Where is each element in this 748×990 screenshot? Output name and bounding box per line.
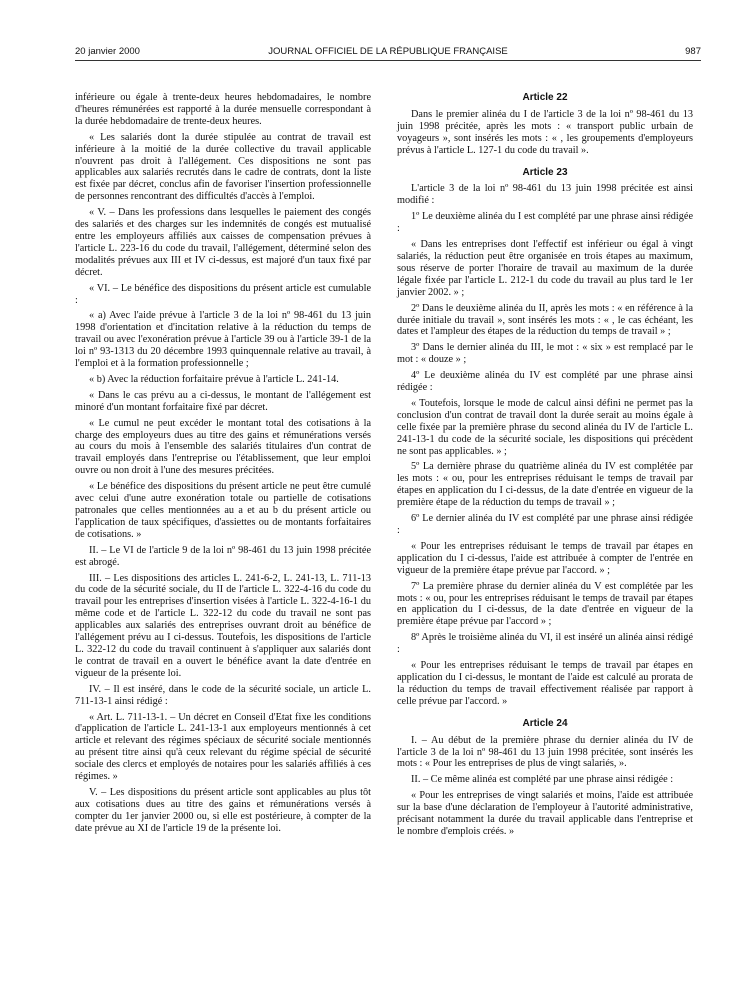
paragraph: 3º Dans le dernier alinéa du III, le mot : « six » est remplacé par le mot : « douze » ; — [397, 342, 693, 366]
paragraph: IV. – Il est inséré, dans le code de la sécurité sociale, un article L. 711-13-1 ainsi rédigé : — [75, 683, 371, 707]
paragraph: « Pour les entreprises réduisant le temps de travail par étapes en application du I ci-dessus, le montant de l'aide est calculé au prorata de la réduction du temps de travail effectivement réalisée par rapport à celle prévue par l'accord. » — [397, 660, 693, 707]
paragraph: « Pour les entreprises de vingt salariés et moins, l'aide est attribuée sur la base d'une déclaration de l'employeur à l'autorité administrative, précisant notamment la durée du travail applicable dans l'entreprise et le nombre d'emplois créés. » — [397, 790, 693, 837]
page-number: 987 — [685, 46, 701, 57]
paragraph: 8º Après le troisième alinéa du VI, il est inséré un alinéa ainsi rédigé : — [397, 632, 693, 656]
paragraph: 7º La première phrase du dernier alinéa du V est complétée par les mots : « ou, pour les entreprises réduisant le temps de travail par étapes en application du I ci-dessus, de la date d'entrée en vigueur de la première étape prévue par l'accord » ; — [397, 580, 693, 628]
paragraph: V. – Les dispositions du présent article sont applicables au plus tôt aux cotisations dues au titre des gains et rémunérations versés à compter du 1er janvier 2000 ou, si elle est postérieure, à compter de la date prévue au XI de l'article 19 de la présente loi. — [75, 786, 371, 834]
paragraph: L'article 3 de la loi nº 98-461 du 13 juin 1998 précitée est ainsi modifié : — [397, 183, 693, 207]
paragraph: « a) Avec l'aide prévue à l'article 3 de la loi nº 98-461 du 13 juin 1998 d'orientation et d'incitation relative à la réduction du temps de travail ou avec l'exonération prévue à l'article 39 ou à l'article 39-1 de la loi nº 93-1313 du 20 décembre 1993 quinquennale relative au travail, à l'emploi et à la formation professionnelle ; — [75, 310, 371, 370]
header-rule — [75, 60, 701, 61]
paragraph: 5º La dernière phrase du quatrième alinéa du IV est complétée par les mots : « ou, pour les entreprises réduisant le temps de travail par étapes en application du I ci-dessus, de la date d'entrée en vigueur de la première étape de la réduction du temps de travail » ; — [397, 461, 693, 509]
left-column — [75, 92, 371, 839]
issue-date: 20 janvier 2000 — [75, 46, 140, 57]
paragraph: inférieure ou égale à trente-deux heures hebdomadaires, le nombre d'heures rémunérées est rapporté à la durée mensuelle correspondant à la durée hebdomadaire de trente-deux heures. — [75, 92, 371, 127]
paragraph: « Le bénéfice des dispositions du présent article ne peut être cumulé avec celui d'une autre exonération totale ou partielle de cotisations patronales que celles mentionnées au a et au b du présent article ou l'application de taux spécifiques, d'assiettes ou de montants forfaitaires de cotisations. » — [75, 481, 371, 540]
paragraph: 4º Le deuxième alinéa du IV est complété par une phrase ainsi rédigée : — [397, 370, 693, 394]
article-22-heading: Article 22 — [522, 92, 568, 103]
paragraph: I. – Au début de la première phrase du dernier alinéa du IV de l'article 3 de la loi nº 98-461 du 13 juin 1998 précitée, sont insérés les mots : « Pour les entreprises de plus de vingt salariés, ». — [397, 734, 693, 770]
paragraph: II. – Le VI de l'article 9 de la loi nº 98-461 du 13 juin 1998 précitée est abrogé. — [75, 544, 371, 568]
paragraph: « b) Avec la réduction forfaitaire prévue à l'article L. 241-14. — [89, 373, 339, 385]
paragraph: 2º Dans le deuxième alinéa du II, après les mots : « en référence à la durée initiale du travail », sont insérés les mots : « , le cas échéant, les dates et l'ampleur des étapes de la réduction du temps de travail » ; — [397, 302, 693, 338]
paragraph: « Pour les entreprises réduisant le temps de travail par étapes en application du I ci-dessus, l'aide est attribuée à compter de l'entrée en vigueur de la première étape prévue par l'accord. » ; — [397, 540, 693, 576]
article-23-heading: Article 23 — [522, 166, 568, 178]
paragraph: « Les salariés dont la durée stipulée au contrat de travail est inférieure à la moitié de la durée collective du travail applicable n'ouvrent pas droit à l'allégement. Ces dispositions ne sont pas applicables aux salariés recrutés dans le cadre de contrats, dont la liste est fixée par décret, conclus afin de favoriser l'insertion professionnelle de personnes rencontrant des difficultés d'accès à l'emploi. — [75, 131, 371, 203]
paragraph: « Toutefois, lorsque le mode de calcul ainsi défini ne permet pas la conclusion d'un contrat de travail dont la durée serait au moins égale à celle fixée par la première phrase du second alinéa du IV de l'article L. 241-13-1 du code de la sécurité sociale, les dispositions qui précèdent ne sont pas applicables. » ; — [397, 397, 693, 457]
paragraph: « V. – Dans les professions dans lesquelles le paiement des congés des salariés et des charges sur les indemnités de congés est mutualisé entre les employeurs affiliés aux caisses de compensation prévues à l'article L. 223-16 du code du travail, l'allégement, déterminé selon des modalités prévues aux III et IV ci-dessus, est majoré d'un taux fixé par décret. — [75, 207, 371, 278]
paragraph: « Le cumul ne peut excéder le montant total des cotisations à la charge des employeurs dues au titre des gains et rémunérations versés au cours du mois à l'ensemble des salariés titulaires d'un contrat de travail employés dans l'entreprise ou l'établissement, que leur emploi ouvre ou non droit à l'une des mesures précitées. — [75, 417, 371, 477]
paragraph: « VI. – Le bénéfice des dispositions du présent article est cumulable : — [75, 282, 371, 306]
paragraph: Dans le premier alinéa du I de l'article 3 de la loi nº 98-461 du 13 juin 1998 précitée, après les mots : « transport public urbain de voyageurs », sont insérés les mots : « , les groupements d'employeurs prévus à l'article L. 127-1 du code du travail ». — [397, 108, 693, 156]
journal-title: JOURNAL OFFICIEL DE LA RÉPUBLIQUE FRANÇAISE — [268, 46, 508, 57]
paragraph: II. – Ce même alinéa est complété par une phrase ainsi rédigée : — [411, 774, 674, 786]
paragraph: « Dans le cas prévu au a ci-dessus, le montant de l'allégement est minoré d'un montant forfaitaire fixé par décret. — [75, 389, 371, 413]
article-24-heading: Article 24 — [522, 717, 568, 729]
paragraph: 1º Le deuxième alinéa du I est complété par une phrase ainsi rédigée : — [397, 211, 693, 235]
paragraph: « Art. L. 711-13-1. – Un décret en Conseil d'Etat fixe les conditions d'application de l'article L. 241-13-1 aux employeurs mentionnés à cet article et relevant des régimes spéciaux de sécurité sociale mentionnés au présent titre ainsi qu'à ceux relevant du régime spécial de sécurité sociale des clercs et employés de notaires pour les salariés affiliés à ces régimes. » — [75, 711, 371, 783]
page-header — [75, 46, 701, 60]
paragraph: III. – Les dispositions des articles L. 241-6-2, L. 241-13, L. 711-13 du code de la sécurité sociale, du II de l'article L. 322-4-16 du code du travail pour les entreprises d'insertion visées à l'article L. 322-4-16-1 du même code et de l'article L. 322-12 du code du travail ne sont pas applicables aux salariés des entreprises ouvrant droit au bénéfice de l'allégement prévu au I ci-dessus. Toutefois, les dispositions de l'article L. 322-12 du code du travail continuent à s'appliquer aux salariés dont le contrat de travail en a ouvert le bénéfice avant la date d'entrée en vigueur de la présente loi. — [75, 572, 371, 679]
paragraph: 6º Le dernier alinéa du IV est complété par une phrase ainsi rédigée : — [397, 513, 693, 536]
paragraph: « Dans les entreprises dont l'effectif est inférieur ou égal à vingt salariés, la réduction peut être organisée en trois étapes au maximum, sous réserve de porter l'horaire de travail au maximum de la durée légale fixée par l'article L. 212-1 du code du travail au plus tard le 1er janvier 2002. » ; — [397, 239, 693, 298]
right-column — [397, 92, 693, 842]
